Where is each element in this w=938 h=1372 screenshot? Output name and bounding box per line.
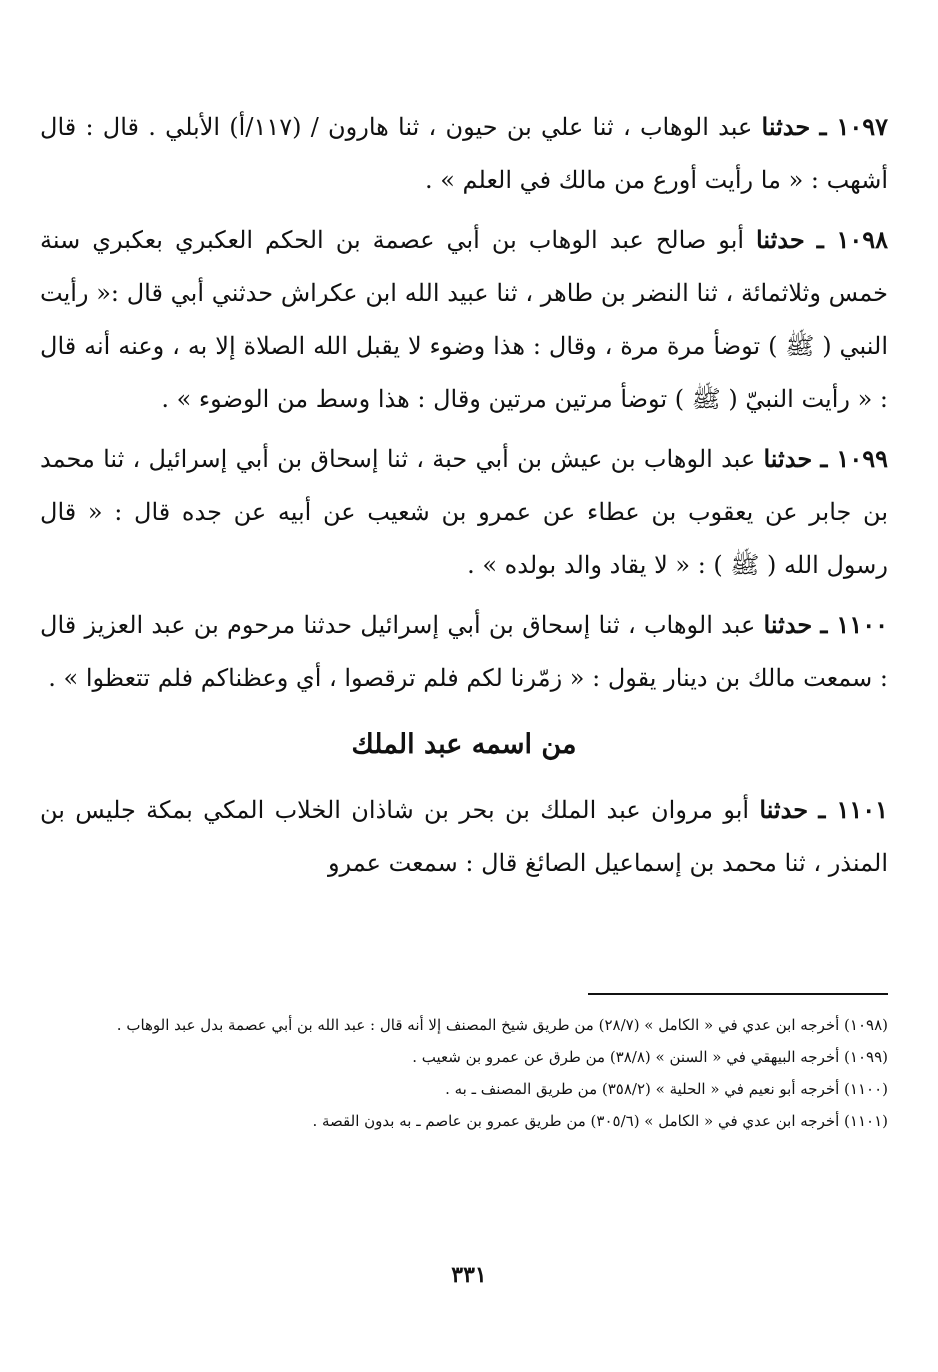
entry-text: عبد الوهاب ، ثنا إسحاق بن أبي إسرائيل حدثنا مرحوم بن عبد العزيز قال : سمعت مالك بن دينار يقول : « زمّرنا لكم فلم ترقصوا ، أي وعظناكم فلم تتعظوا » . [40,611,888,692]
footnote: (١٠٩٨) أخرجه ابن عدي في « الكامل » (٢٨/٧) من طريق شيخ المصنف إلا أنه قال : عبد الله بن أبي عصمة بدل عبد الوهاب . [116,1016,888,1034]
hadith-entry-1097 [40,100,888,207]
footnotes [40,1010,888,1138]
hadith-entry-1099 [40,432,888,592]
entry-text: أبو صالح عبد الوهاب بن أبي عصمة بن الحكم العكبري بعكبري سنة خمس وثلاثمائة ، ثنا النضر بن طاهر ، ثنا عبيد الله ابن عكراش حدثني أبي قال :« رأيت النبي ( ﷺ ) توضأ مرة مرة ، وقال : هذا وضوء لا يقبل الله الصلاة إلا به ، وعنه أنه قال : « رأيت النبيّ ( ﷺ ) توضأ مرتين مرتين وقال : هذا وسط من الوضوء » . [40,226,888,413]
section-heading: من اسمه عبد الملك [351,729,577,760]
footnote: (١٠٩٩) أخرجه البيهقي في « السنن » (٣٨/٨) من طرق عن عمرو بن شعيب . [412,1048,888,1066]
hadith-entry-1098 [40,213,888,426]
footnote-divider [588,993,888,995]
main-text [40,100,888,896]
entry-number: ١١٠١ ـ [818,795,888,824]
hadith-entry-1101 [40,783,888,890]
footnote: (١١٠٠) أخرجه أبو نعيم في « الحلية » (٣٥٨/٢) من طريق المصنف ـ به . [445,1080,888,1098]
entry-lead: حدثنا [759,795,809,824]
footnote: (١١٠١) أخرجه ابن عدي في « الكامل » (٣٠٥/٦) من طريق عمرو بن عاصم ـ به بدون القصة . [312,1112,888,1130]
entry-text: أبو مروان عبد الملك بن بحر بن شاذان الخلاب المكي بمكة جليس بن المنذر ، ثنا محمد بن إسماعيل الصائغ قال : سمعت عمرو [40,796,888,877]
entry-lead: حدثنا [761,112,811,141]
entry-text: عبد الوهاب ، ثنا علي بن حيون ، ثنا هارون / (١١٧/أ) الأبلي . قال : قال أشهب : « ما رأيت أورع من مالك في العلم » . [40,113,888,194]
entry-lead: حدثنا [763,610,813,639]
page-number: ٣٣١ [451,1262,487,1288]
entry-number: ١٠٩٧ ـ [819,112,888,141]
entry-lead: حدثنا [763,444,813,473]
entry-number: ١٠٩٨ ـ [816,225,888,254]
entry-lead: حدثنا [756,225,805,254]
entry-text: عبد الوهاب بن عيش بن أبي حبة ، ثنا إسحاق بن أبي إسرائيل ، ثنا محمد بن جابر عن يعقوب بن عطاء عن عمرو بن شعيب عن أبيه عن جده قال : « قال رسول الله ( ﷺ ) : « لا يقاد والد بولده » . [40,445,888,579]
entry-number: ١١٠٠ ـ [820,610,888,639]
entry-number: ١٠٩٩ ـ [820,444,888,473]
hadith-entry-1100 [40,598,888,705]
